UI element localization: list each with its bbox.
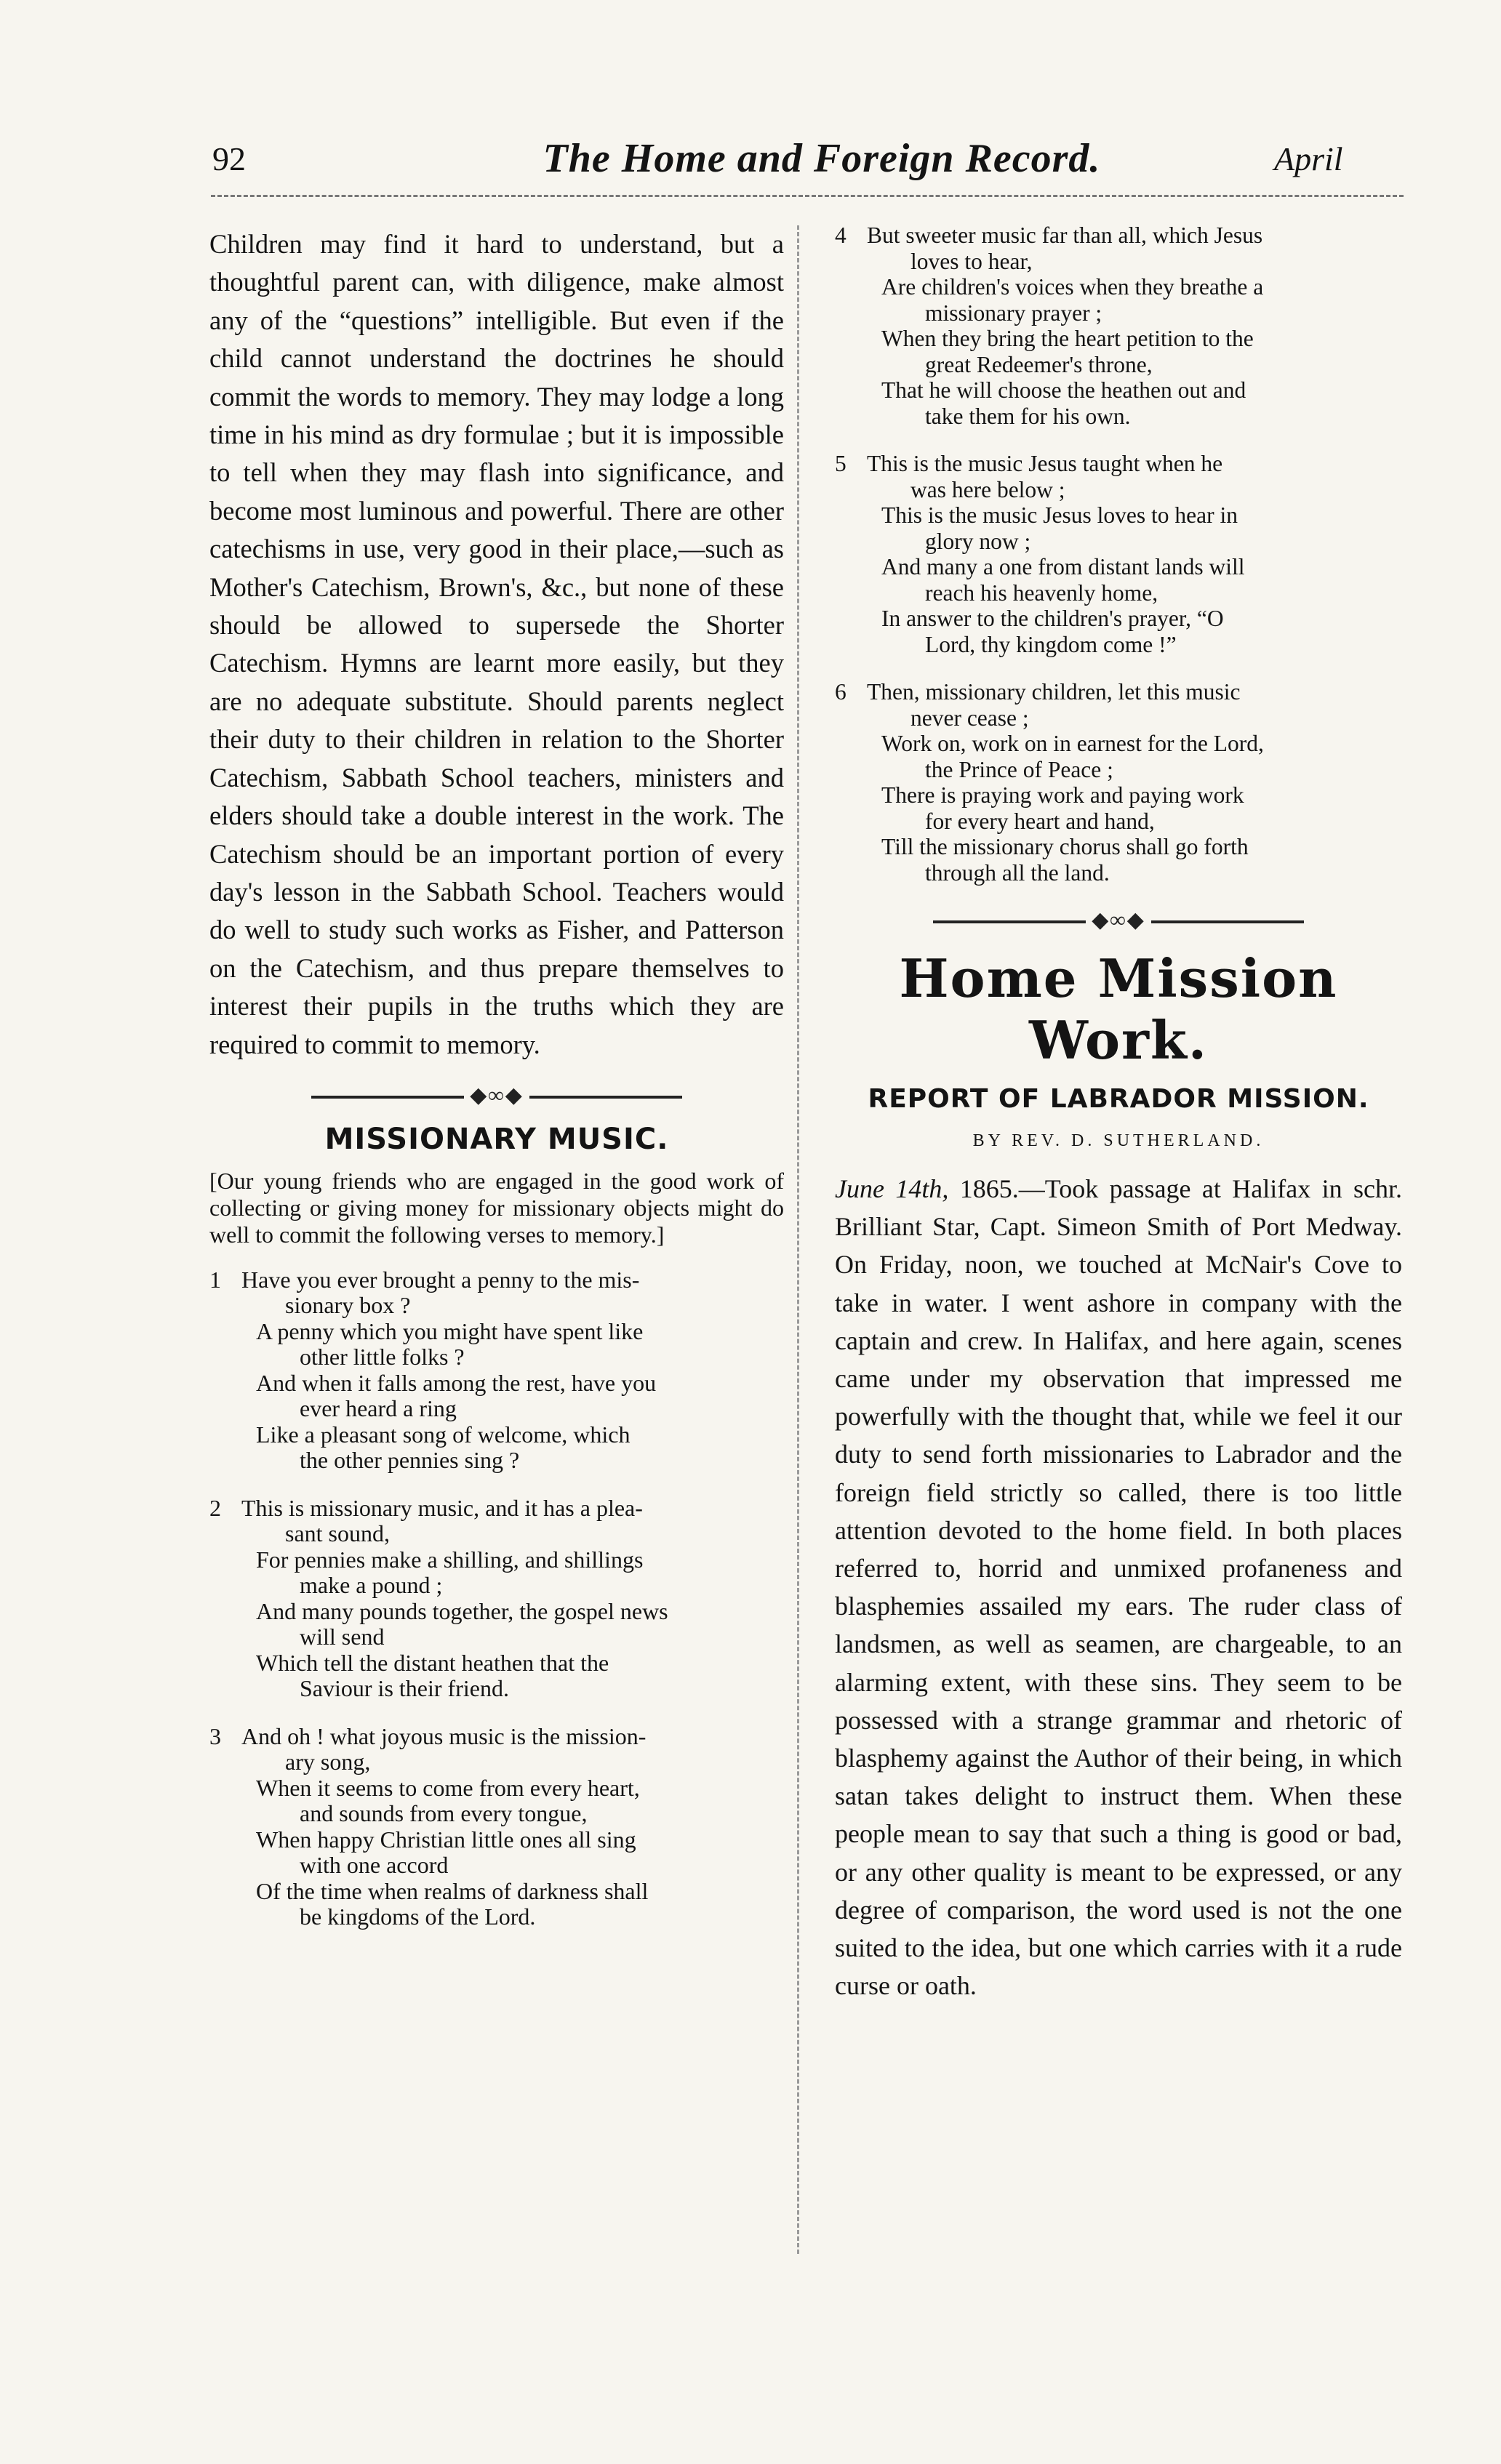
verse-line <box>209 1724 784 1775</box>
verse-line-continuation: loves to hear, <box>910 248 1033 274</box>
verse-number: 3 <box>209 1722 221 1749</box>
verse-line-continuation: through all the land. <box>925 859 1110 886</box>
verse-line-text: When it seems to come from every heart, <box>256 1774 640 1801</box>
verse-line-text: This is missionary music, and it has a plea- <box>241 1494 643 1521</box>
verse-line <box>835 606 1402 657</box>
verse-line-text: And oh ! what joyous music is the mission- <box>241 1722 647 1749</box>
verse-line-text: But sweeter music far than all, which Jesus <box>867 222 1263 248</box>
verse-line <box>209 1319 784 1371</box>
verse-line <box>835 326 1402 377</box>
verse-line-continuation: for every heart and hand, <box>925 808 1155 834</box>
catechism-paragraph <box>209 225 784 1064</box>
verse-line-continuation: take them for his own. <box>925 403 1131 429</box>
report-byline: BY REV. D. SUTHERLAND. <box>972 1131 1265 1150</box>
verse-number: 4 <box>835 222 846 248</box>
header-rule <box>211 195 1404 197</box>
verse-line-text: Then, missionary children, let this music <box>867 679 1241 705</box>
verse-line-text: This is the music Jesus loves to hear in <box>881 502 1238 528</box>
verse-stanza <box>835 679 1402 886</box>
missionary-music-title: MISSIONARY MUSIC. <box>324 1122 669 1156</box>
verse-line-text: Have you ever brought a penny to the mis- <box>241 1266 640 1293</box>
verse-line <box>209 1496 784 1547</box>
verse-line <box>835 274 1402 326</box>
verse-line-text: And many pounds together, the gospel news <box>256 1597 668 1624</box>
verse-line-continuation: Saviour is their friend. <box>300 1675 509 1702</box>
verse-number: 5 <box>835 451 846 476</box>
verse-line <box>209 1827 784 1879</box>
verse-line <box>209 1775 784 1827</box>
verse-line <box>835 731 1402 782</box>
verse-line-text: Are children's voices when they breathe a <box>881 274 1264 300</box>
verse-line <box>209 1650 784 1702</box>
report-title: REPORT OF LABRADOR MISSION. <box>868 1084 1369 1114</box>
verse-line <box>835 377 1402 429</box>
verse-line <box>835 451 1402 502</box>
verse-line-continuation: sionary box ? <box>285 1292 411 1319</box>
verse-line-text: In answer to the children's prayer, “O <box>881 606 1224 631</box>
verse-line-text: For pennies make a shilling, and shillings <box>256 1546 644 1573</box>
verse-line-continuation: ever heard a ring <box>300 1395 457 1422</box>
verse-line-continuation: ary song, <box>285 1749 371 1775</box>
verse-line-text: When they bring the heart petition to the <box>881 326 1254 351</box>
verse-line-continuation: make a pound ; <box>300 1572 443 1599</box>
verse-line-continuation: be kingdoms of the Lord. <box>300 1903 536 1930</box>
verse-line-text: And when it falls among the rest, have you <box>256 1369 657 1396</box>
report-date: June 14th, <box>835 1174 949 1203</box>
verse-line-continuation: never cease ; <box>910 705 1029 731</box>
masthead-title: The Home and Foreign Record. <box>543 136 1101 181</box>
verse-line-text: Till the missionary chorus shall go forth <box>881 834 1249 859</box>
verse-line-text: That he will choose the heathen out and <box>881 377 1246 403</box>
missionary-music-intro: [Our young friends who are engaged in the good work of collecting or giving money for missionary objects might do well to commit the following verses to memory.] <box>209 1167 784 1248</box>
verse-line <box>835 502 1402 554</box>
column-divider <box>797 225 799 2254</box>
verse-line <box>835 222 1402 274</box>
verse-line <box>209 1547 784 1599</box>
verse-line-continuation: and sounds from every tongue, <box>300 1800 588 1827</box>
verse-line-text: Of the time when realms of darkness shall <box>256 1877 649 1904</box>
verse-line-continuation: great Redeemer's throne, <box>925 351 1153 377</box>
left-verses <box>209 1267 784 1930</box>
verse-line-text: When happy Christian little ones all sing <box>256 1826 636 1853</box>
right-verses <box>835 222 1402 886</box>
verse-line-text: There is praying work and paying work <box>881 782 1244 808</box>
verse-line-text: Which tell the distant heathen that the <box>256 1649 609 1676</box>
verse-number: 6 <box>835 679 846 705</box>
verse-line-continuation: other little folks ? <box>300 1344 465 1371</box>
verse-line-continuation: Lord, thy kingdom come !” <box>925 631 1177 657</box>
verse-stanza <box>835 451 1402 657</box>
verse-line-continuation: glory now ; <box>925 528 1031 554</box>
verse-stanza <box>209 1267 784 1474</box>
verse-stanza <box>209 1496 784 1702</box>
issue-month: April <box>1274 140 1343 177</box>
verse-line <box>209 1422 784 1474</box>
verse-line-continuation: sant sound, <box>285 1520 390 1547</box>
verse-line-continuation: missionary prayer ; <box>925 300 1102 326</box>
right-column <box>835 222 1402 2004</box>
verse-line-continuation: the Prince of Peace ; <box>925 756 1113 782</box>
verse-stanza <box>835 222 1402 429</box>
verse-number: 1 <box>209 1266 221 1293</box>
verse-line <box>835 782 1402 834</box>
left-column <box>209 225 784 1952</box>
ornament-divider: ◆∞◆ <box>835 907 1402 933</box>
verse-stanza <box>209 1724 784 1930</box>
verse-line-continuation: will send <box>300 1624 385 1650</box>
verse-line-text: This is the music Jesus taught when he <box>867 451 1223 476</box>
page-number: 92 <box>212 140 246 177</box>
verse-line <box>209 1599 784 1650</box>
verse-line-continuation: reach his heavenly home, <box>925 579 1158 606</box>
report-text: 1865.—Took passage at Halifax in schr. Brilliant Star, Capt. Simeon Smith of Port Medway. On Friday, noon, we touched at McNair's Cove to take in water. I went ashore in company with the captain and crew. In Halifax, and here again, scenes came under my observation that impressed me powerfully with the thought that, while we feel it our duty to send forth missionaries to Labrador and the foreign field strictly so called, there is too little attention devoted to the home field. In both places referred to, horrid and unmixed profaneness and blasphemies assailed my ears. The ruder class of landsmen, as well as seamen, are chargeable, to an alarming extent, with these sins. They seem to be possessed with a strange grammar and rhetoric of blasphemy against the Author of their being, in which satan takes delight to instruct them. When these people mean to say that such a thing is good or bad, or any other quality is meant to be expressed, or any degree of comparison, the word used is not the one suited to the idea, but one which carries with it a rude curse or oath. <box>835 1174 1402 2001</box>
verse-line-continuation: was here below ; <box>910 476 1065 502</box>
ornament-divider: ◆∞◆ <box>209 1083 784 1108</box>
verse-line-continuation: with one accord <box>300 1852 449 1879</box>
verse-line-text: And many a one from distant lands will <box>881 554 1245 579</box>
verse-line-text: Work on, work on in earnest for the Lord, <box>881 731 1264 756</box>
verse-number: 2 <box>209 1494 221 1521</box>
verse-line <box>835 679 1402 731</box>
verse-line <box>835 834 1402 886</box>
report-paragraph <box>835 1170 1402 2004</box>
verse-line <box>209 1879 784 1930</box>
catechism-text: Children may find it hard to understand, but a thoughtful parent can, with diligence, make almost any of the “questions” intelligible. But even if the child cannot understand the doctrines he should commit the words to memory. They may lodge a long time in his mind as dry formulae ; but it is impossible to tell when they may flash into significance, and become most luminous and powerful. There are other catechisms in use, very good in their place,—such as Mother's Catechism, Brown's, &c., but none of these should be allowed to supersede the Shorter Catechism. Hymns are learnt more easily, but they are no adequate substitute. Should parents neglect their duty to their children in relation to the Shorter Catechism, Sabbath School teachers, ministers and elders should take a double interest in the work. The Catechism should be an important portion of every day's lesson in the Sabbath School. Teachers would do well to study such works as Fisher, and Patterson on the Catechism, and thus prepare themselves to interest their pupils in the truths which they are required to commit to memory. <box>209 229 784 1059</box>
verse-line-text: Like a pleasant song of welcome, which <box>256 1421 631 1448</box>
verse-line <box>209 1371 784 1422</box>
verse-line <box>835 554 1402 606</box>
verse-line-continuation: the other pennies sing ? <box>300 1447 520 1474</box>
home-mission-work-title: Home Mission Work. <box>899 947 1338 1071</box>
verse-line <box>209 1267 784 1319</box>
verse-line-text: A penny which you might have spent like <box>256 1317 644 1344</box>
